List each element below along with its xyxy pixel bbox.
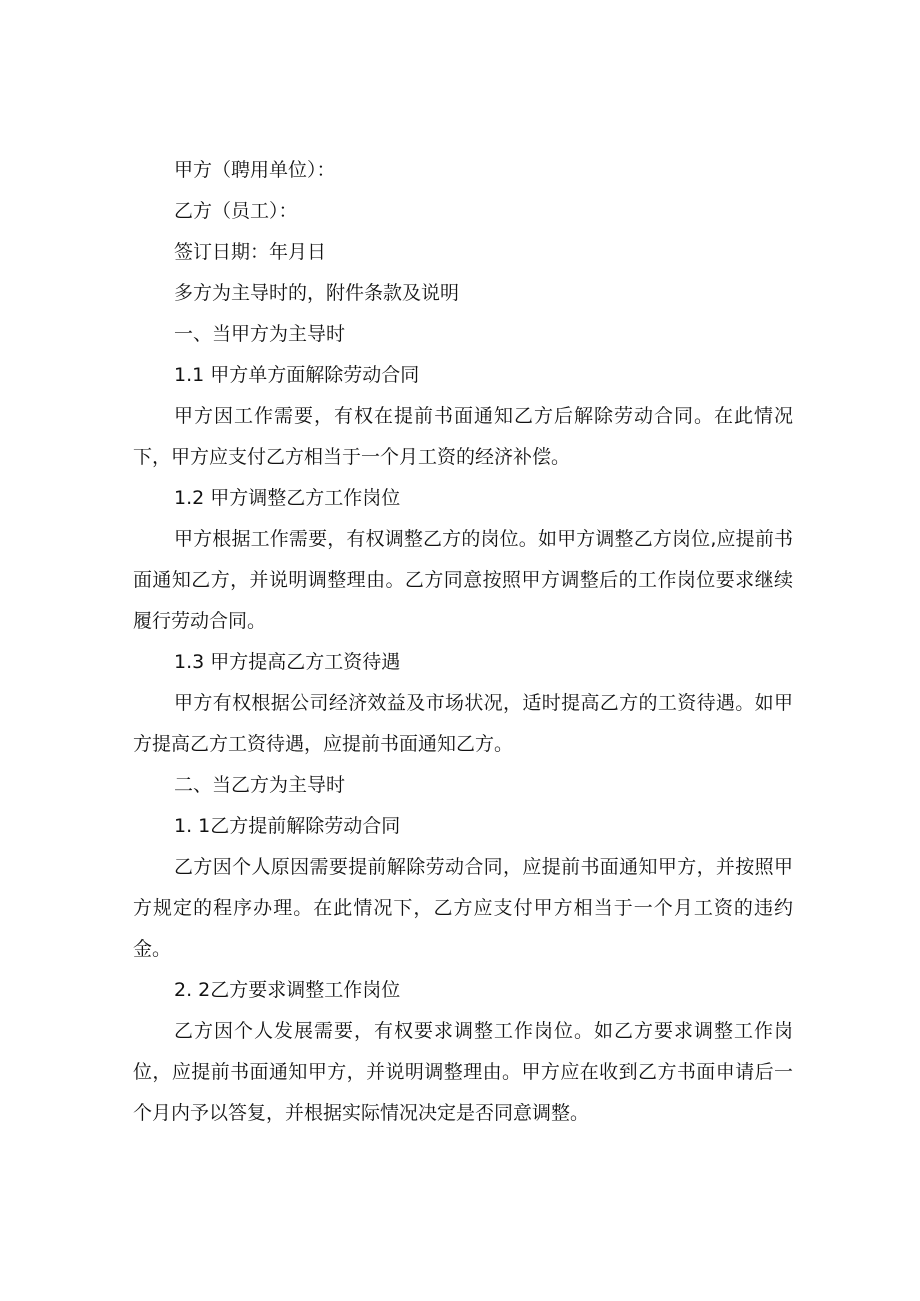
section-heading-1: 一、当甲方为主导时 [174, 323, 346, 345]
section-heading-2: 二、当乙方为主导时 [174, 774, 346, 796]
clause-body-2-2: 乙方因个人发展需要，有权要求调整工作岗位。如乙方要求调整工作岗位，应提前书面通知甲方，并说明调整理由。甲方应在收到乙方书面申请后一个月内予以答复，并根据实际情况决定是否同意调整。 [133, 1020, 793, 1124]
intro-line: 多方为主导时的，附件条款及说明 [174, 282, 460, 304]
clause-title-2-1: 1. 1乙方提前解除劳动合同 [174, 815, 401, 837]
sign-date-line: 签订日期：年月日 [174, 241, 327, 263]
clause-title-2-2: 2. 2乙方要求调整工作岗位 [174, 979, 401, 1001]
party-a-line: 甲方（聘用单位）： [174, 159, 336, 181]
clause-body-1-3: 甲方有权根据公司经济效益及市场状况，适时提高乙方的工资待遇。如甲方提高乙方工资待遇，应提前书面通知乙方。 [133, 692, 793, 755]
clause-body-2-1: 乙方因个人原因需要提前解除劳动合同，应提前书面通知甲方，并按照甲方规定的程序办理。在此情况下，乙方应支付甲方相当于一个月工资的违约金。 [133, 856, 793, 960]
document-body [133, 150, 793, 1134]
clause-body-1-1: 甲方因工作需要，有权在提前书面通知乙方后解除劳动合同。在此情况下，甲方应支付乙方相当于一个月工资的经济补偿。 [133, 405, 793, 468]
clause-title-1-2: 1.2 甲方调整乙方工作岗位 [174, 487, 401, 509]
clause-body-1-2: 甲方根据工作需要，有权调整乙方的岗位。如甲方调整乙方岗位,应提前书面通知乙方，并说明调整理由。乙方同意按照甲方调整后的工作岗位要求继续履行劳动合同。 [133, 528, 793, 632]
party-b-line: 乙方（员工）： [174, 200, 298, 222]
clause-title-1-1: 1.1 甲方单方面解除劳动合同 [174, 364, 420, 386]
clause-title-1-3: 1.3 甲方提高乙方工资待遇 [174, 651, 401, 673]
